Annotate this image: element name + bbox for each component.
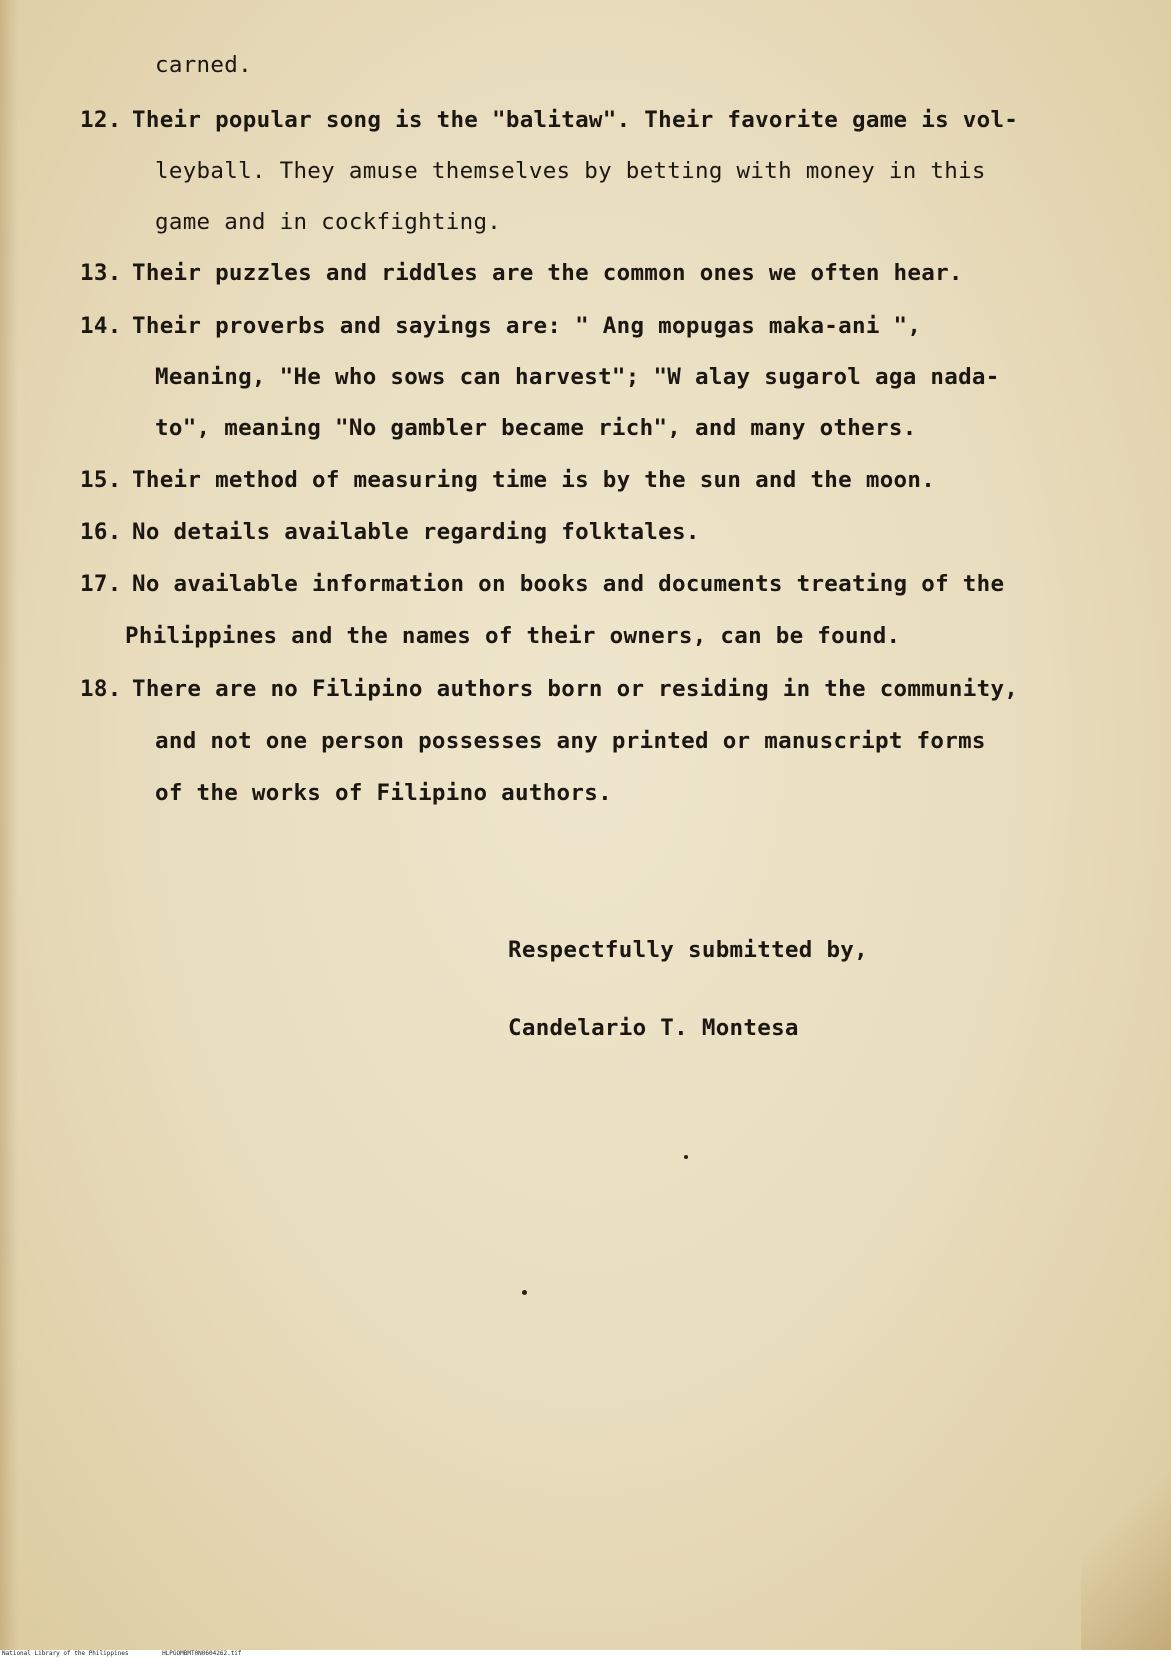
item-18-line-1 [80,676,1018,702]
paper-corner-stain [1081,1430,1171,1650]
item-12-line-2: leyball. They amuse themselves by betting with money in this [155,158,986,184]
item-15-number: 15. [80,467,122,493]
item-13-number: 13. [80,260,122,286]
ink-dot [522,1290,527,1295]
scan-footer [0,1650,1171,1658]
item-14-line-3: to", meaning "No gambler became rich", and many others. [155,415,917,441]
item-12-line-3: game and in cockfighting. [155,209,502,235]
footer-file-id: HLPGOMBMT0N0604262.tif [162,1650,242,1657]
item-12-line-1 [80,107,1018,133]
item-18-text-1: There are no Filipino authors born or residing in the community, [132,676,1019,702]
item-13-line-1 [80,260,963,286]
item-18-number: 18. [80,676,122,702]
continuation-line: carned. [155,52,252,78]
item-12-text-1: Their popular song is the "balitaw". Their favorite game is vol- [132,107,1019,133]
paper-edge-stain [0,0,18,1650]
item-17-line-2: Philippines and the names of their owners, can be found. [125,623,901,649]
item-17-number: 17. [80,571,122,597]
item-14-text-1: Their proverbs and sayings are: " Ang mopugas maka-ani ", [132,313,922,339]
item-18-line-3: of the works of Filipino authors. [155,780,612,806]
item-16-number: 16. [80,519,122,545]
item-17-text-1: No available information on books and documents treating of the [132,571,1005,597]
item-14-line-1 [80,313,921,339]
item-16-text-1: No details available regarding folktales. [132,519,700,545]
closing-submitted: Respectfully submitted by, [508,937,868,963]
ink-speck [684,1155,688,1159]
footer-library: National Library of the Philippines [2,1650,129,1657]
item-15-text-1: Their method of measuring time is by the sun and the moon. [132,467,936,493]
item-15-line-1 [80,467,935,493]
item-12-number: 12. [80,107,122,133]
item-18-line-2: and not one person possesses any printed or manuscript forms [155,728,986,754]
item-17-line-1 [80,571,1004,597]
item-14-number: 14. [80,313,122,339]
item-14-line-2: Meaning, "He who sows can harvest"; "W alay sugarol aga nada- [155,364,1000,390]
item-16-line-1 [80,519,700,545]
signer-name: Candelario T. Montesa [508,1015,799,1041]
item-13-text-1: Their puzzles and riddles are the common ones we often hear. [132,260,963,286]
